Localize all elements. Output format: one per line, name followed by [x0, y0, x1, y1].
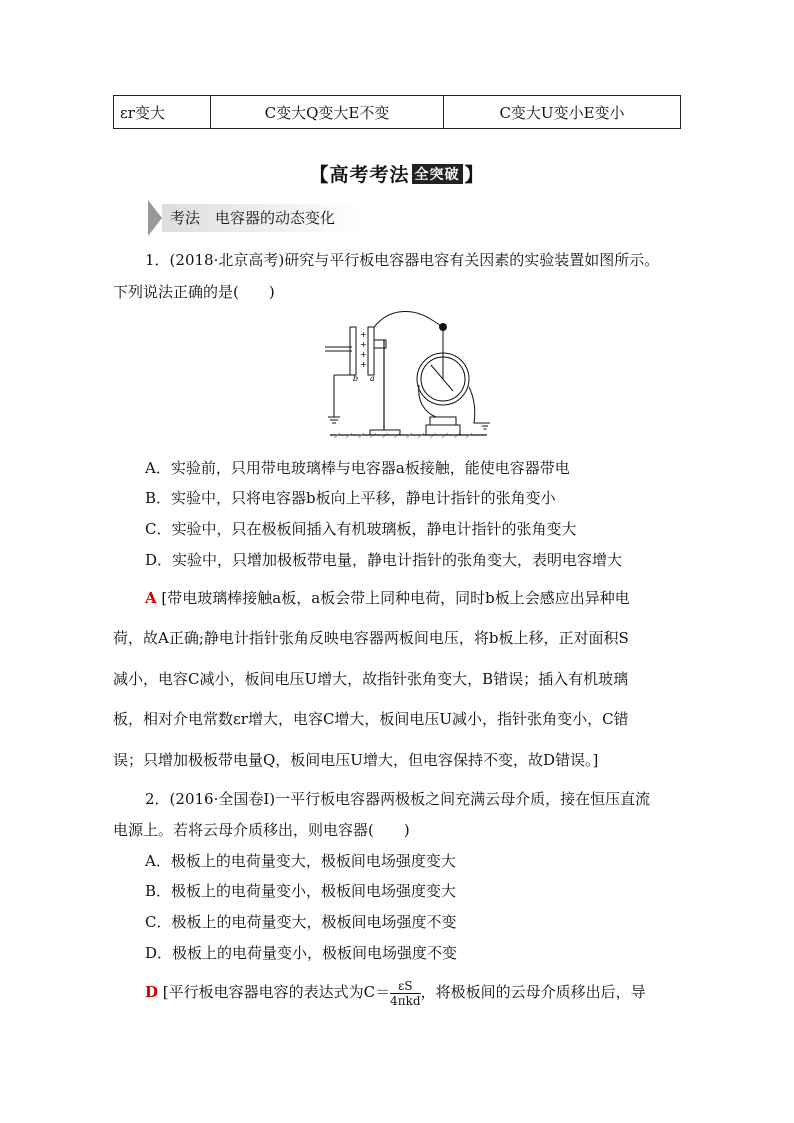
q1-explanation-line4: 板，相对介电常数εr增大，电容C增大，板间电压U减小，指针张角变小，C错 [113, 710, 629, 728]
banner-box: 全突破 [412, 164, 463, 184]
q1-stem-line2: 下列说法正确的是( ) [113, 283, 275, 301]
banner-left: 【高考考法 [309, 164, 410, 186]
table-row [114, 96, 681, 129]
q1-explanation-line2: 荷，故A正确;静电计指针张角反映电容器两板间电压，将b板上移，正对面积S [113, 629, 629, 647]
section-heading [148, 200, 368, 236]
q1-option-a: A．实验前，只用带电玻璃棒与电容器a板接触，能使电容器带电 [145, 459, 570, 477]
svg-text:+: + [360, 360, 367, 369]
q2-stem-line1: 2．(2016·全国卷Ⅰ)一平行板电容器两极板之间充满云母介质，接在恒压直流 [145, 790, 651, 808]
table-cell: C变大Q变大E不变 [211, 96, 444, 129]
section-title: 考法 电容器的动态变化 [170, 209, 336, 227]
q2-option-d: D．极板上的电荷量变小，极板间电场强度不变 [145, 944, 458, 962]
label-b: b [353, 374, 359, 383]
q2-answer: D [145, 983, 159, 1001]
arrow-icon [148, 200, 162, 236]
q2-explanation-line1: D [平行板电容器电容的表达式为C＝ εS 4πkd ，将极板间的云母介质移出后，导 [145, 978, 646, 1008]
q1-option-b: B．实验中，只将电容器b板向上平移，静电计指针的张角变小 [145, 489, 556, 507]
q2-stem-line2: 电源上。若将云母介质移出，则电容器( ) [113, 821, 410, 839]
banner-right: 】 [464, 164, 485, 186]
q1-explanation-line3: 减小，电容C减小，板间电压U增大，故指针张角变大，B错误；插入有机玻璃 [113, 670, 629, 688]
label-a: a [370, 374, 375, 383]
svg-text:+: + [360, 350, 367, 359]
q2-option-a: A．极板上的电荷量变大，极板间电场强度变大 [145, 852, 456, 870]
table-cell: εr变大 [114, 96, 211, 129]
table-cell: C变大U变小E变小 [444, 96, 681, 129]
q1-option-c: C．实验中，只在极板间插入有机玻璃板，静电计指针的张角变大 [145, 520, 577, 538]
q2-option-b: B．极板上的电荷量变小，极板间电场强度变大 [145, 882, 457, 900]
section-banner [0, 160, 794, 187]
q1-explanation-line5: 误；只增加极板带电量Q，板间电压U增大，但电容保持不变，故D错误。] [113, 751, 599, 769]
q1-answer: A [145, 589, 157, 607]
q1-option-d: D．实验中，只增加极板带电量，静电计指针的张角变大，表明电容增大 [145, 551, 623, 569]
q1-explanation-line1: A [带电玻璃棒接触a板，a板会带上同种电荷，同时b板上会感应出异种电 [145, 589, 630, 607]
summary-table [113, 95, 681, 129]
svg-text:+: + [360, 340, 367, 349]
experiment-figure [322, 305, 502, 445]
capacitance-formula: εS 4πkd [390, 978, 421, 1008]
svg-text:+: + [360, 330, 367, 339]
q1-stem-line1: 1．(2018·北京高考)研究与平行板电容器电容有关因素的实验装置如图所示。 [145, 251, 660, 269]
q2-option-c: C．极板上的电荷量变大，极板间电场强度不变 [145, 913, 457, 931]
